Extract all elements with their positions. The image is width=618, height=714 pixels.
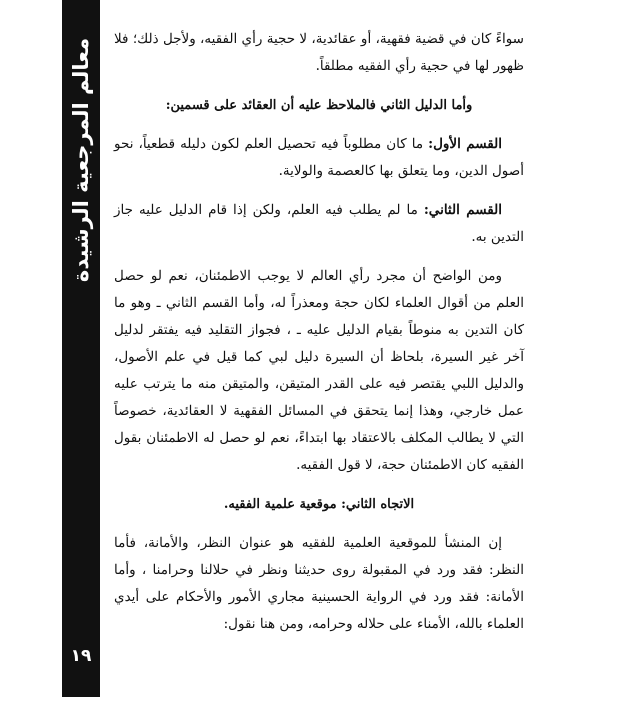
paragraph-2-lead: القسم الأول: (428, 136, 503, 152)
paragraph-2-text: ما كان مطلوباً فيه تحصيل العلم لكون دليله قطعياً، نحو أصول الدين، وما يتعلق بها كالعصمة والولاية. (114, 136, 524, 179)
paragraph-1: سواءً كان في قضية فقهية، أو عقائدية، لا حجية رأي الفقيه، ولأجل ذلك؛ فلا ظهور لها في حجية رأي الفقيه مطلقاً. (114, 31, 524, 74)
page-number: ١٩ (70, 646, 92, 666)
paragraph-4: ومن الواضح أن مجرد رأي العالم لا يوجب الاطمئنان، نعم لو حصل العلم من أقوال العلماء لكان حجة ومعذراً له، وأما القسم الثاني ـ وهو ما كان التدين به منوطاً بقيام الدليل عليه ـ ، فجواز التقليد فيه يفتقر لدليل آخر غير السيرة، بلحاظ أن السيرة دليل لبي كما قيل في علم الأصول، والدليل اللبي يقتصر فيه على القدر المتيقن، والمتيقن منه ما يترتب عليه عمل خارجي، وهذا إنما يتحقق في المسائل الفقهية لا العقائدية، خصوصاً التي لا يطالب المكلف بالاعتقاد بها ابتداءً، نعم لو حصل له الاطمئنان بقول الفقيه كان الاطمئنان حجة، لا قول الفقيه. (114, 268, 524, 473)
paragraph-2 (114, 131, 524, 185)
section-heading-2: الاتجاه الثاني: موقعية علمية الفقيه. (223, 497, 415, 512)
paragraph-3 (114, 197, 524, 251)
paragraph-3-text: ما لم يطلب فيه العلم، ولكن إذا قام الدليل عليه جاز التدين به. (114, 202, 524, 245)
paragraph-3-lead: القسم الثاني: (423, 202, 502, 218)
paragraph-5: إن المنشأ للموقعية العلمية للفقيه هو عنوان النظر، والأمانة، فأما النظر: فقد ورد في المقبولة روى حديثنا ونظر في حلالنا وحرامنا ، وأما الأمانة: فقد ورد في الرواية الحسينية مجاري الأمور والأحكام على أيدي العلماء بالله، الأمناء على حلاله وحرامه، ومن هنا نقول: (114, 535, 524, 632)
section-heading-1: وأما الدليل الثاني فالملاحظ عليه أن العقائد على قسمين: (165, 98, 473, 113)
page-body (114, 26, 524, 638)
book-title: معالم المرجعية الرشيدة (69, 37, 93, 283)
